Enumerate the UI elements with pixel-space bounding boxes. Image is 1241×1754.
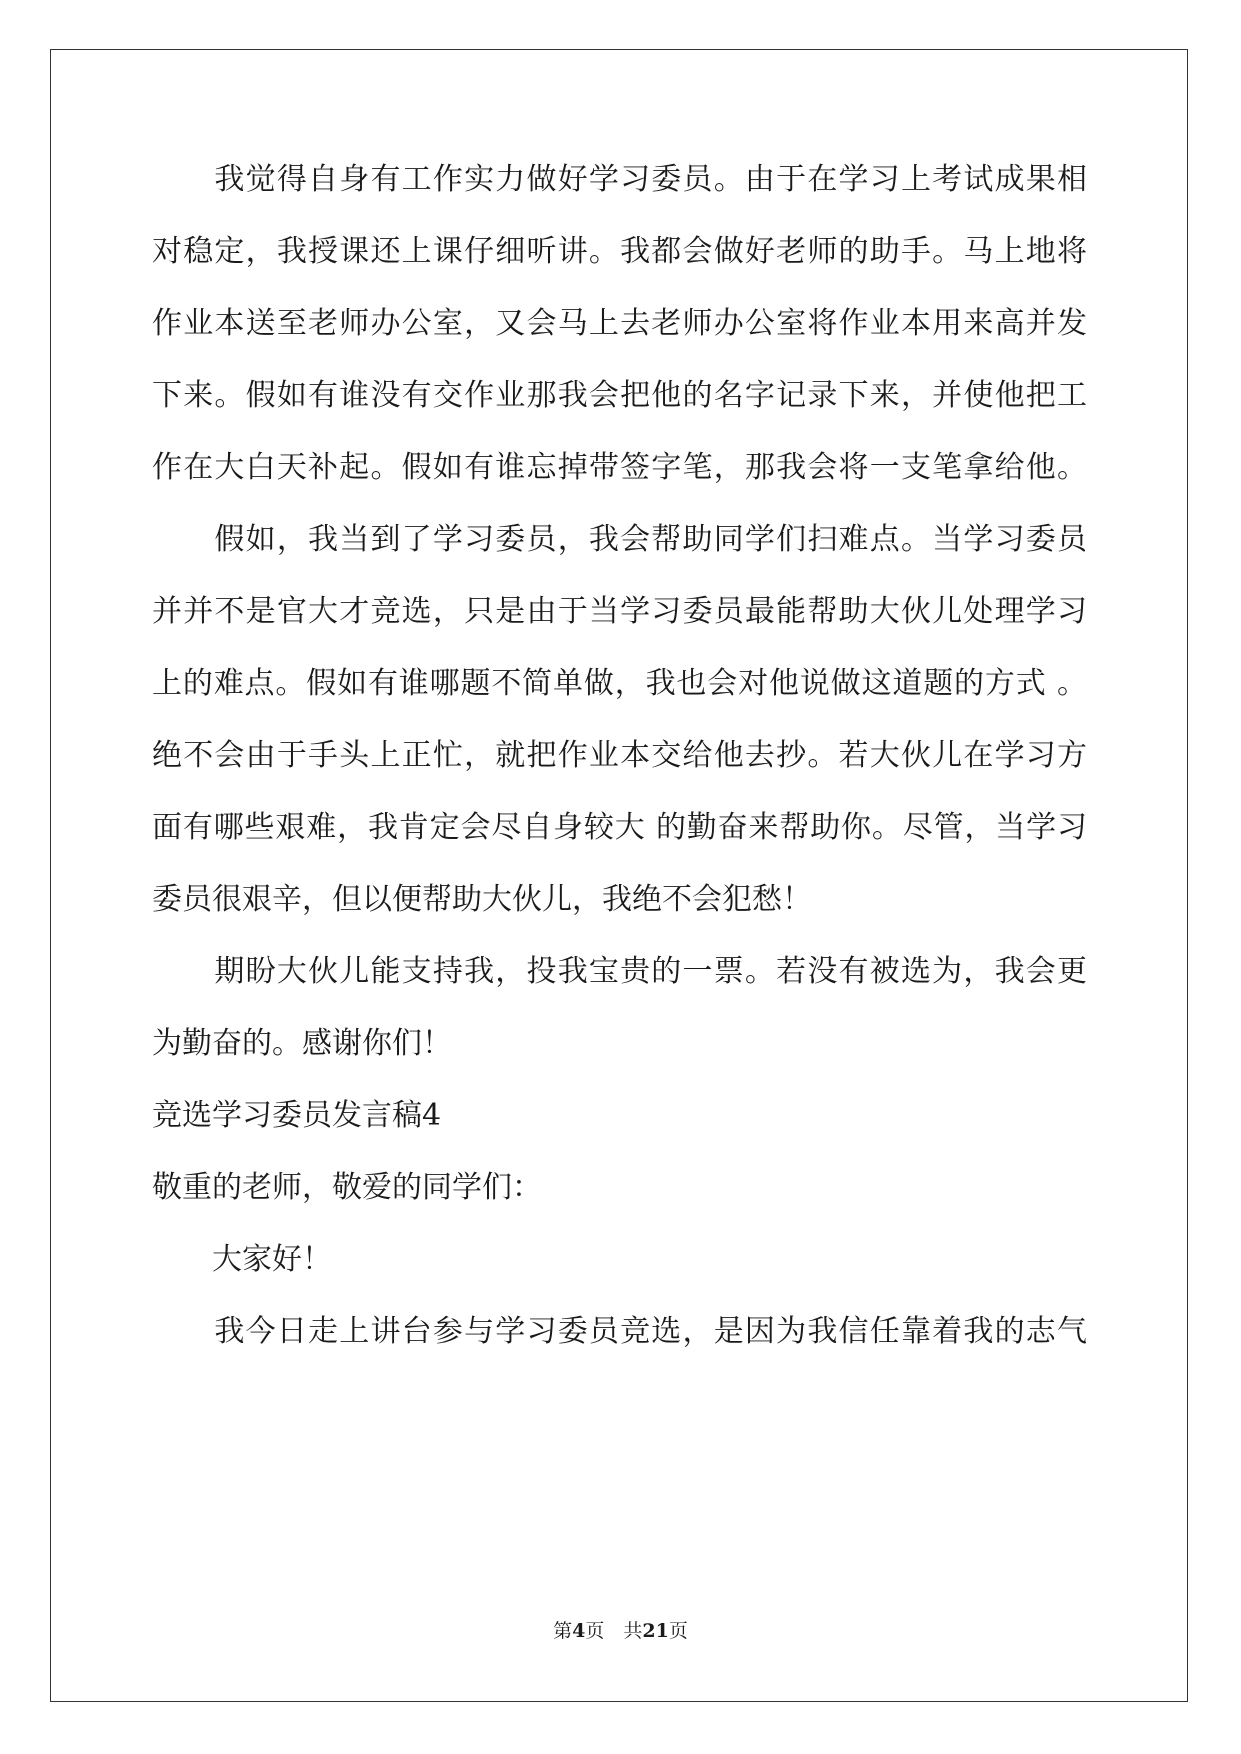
text-line: 面有哪些艰难，我肯定会尽自身较大 的勤奋来帮助你。尽管，当学习 xyxy=(152,810,1087,845)
text-line: 我今日走上讲台参与学习委员竞选，是因为我信任靠着我的志气 xyxy=(152,1314,1087,1349)
text-line: 下来。假如有谁没有交作业那我会把他的名字记录下来，并使他把工 xyxy=(152,378,1087,413)
section-heading: 竞选学习委员发言稿4 xyxy=(152,1098,442,1133)
footer-page-number: 4 xyxy=(572,1620,586,1642)
text-line: 我觉得自身有工作实力做好学习委员。由于在学习上考试成果相 xyxy=(152,162,1087,197)
text-line: 绝不会由于手头上正忙，就把作业本交给他去抄。若大伙儿在学习方 xyxy=(152,738,1087,773)
text-line: 并并不是官大才竞选，只是由于当学习委员最能帮助大伙儿处理学习 xyxy=(152,594,1087,629)
text-line: 委员很艰辛，但以便帮助大伙儿，我绝不会犯愁！ xyxy=(152,882,812,917)
footer-prefix: 第 xyxy=(553,1620,573,1642)
text-line: 期盼大伙儿能支持我，投我宝贵的一票。若没有被选为，我会更 xyxy=(152,954,1087,989)
text-line: 作业本送至老师办公室，又会马上去老师办公室将作业本用来高并发 xyxy=(152,306,1087,341)
footer-mid: 页 共 xyxy=(585,1620,643,1642)
text-line: 为勤奋的。感谢你们！ xyxy=(152,1026,452,1061)
greeting: 大家好！ xyxy=(152,1242,332,1277)
text-line: 对稳定，我授课还上课仔细听讲。我都会做好老师的助手。马上地将 xyxy=(152,234,1087,269)
salutation: 敬重的老师，敬爱的同学们： xyxy=(152,1170,542,1205)
text-line: 假如，我当到了学习委员，我会帮助同学们扫难点。当学习委员 xyxy=(152,522,1087,557)
text-line: 作在大白天补起。假如有谁忘掉带签字笔，那我会将一支笔拿给他。 xyxy=(152,450,1087,485)
footer-total-pages: 21 xyxy=(642,1620,669,1642)
page-footer xyxy=(0,1619,1241,1643)
text-line: 上的难点。假如有谁哪题不简单做，我也会对他说做这道题的方式 。 xyxy=(152,666,1087,701)
page-border xyxy=(50,49,1188,1702)
footer-suffix: 页 xyxy=(668,1620,688,1642)
